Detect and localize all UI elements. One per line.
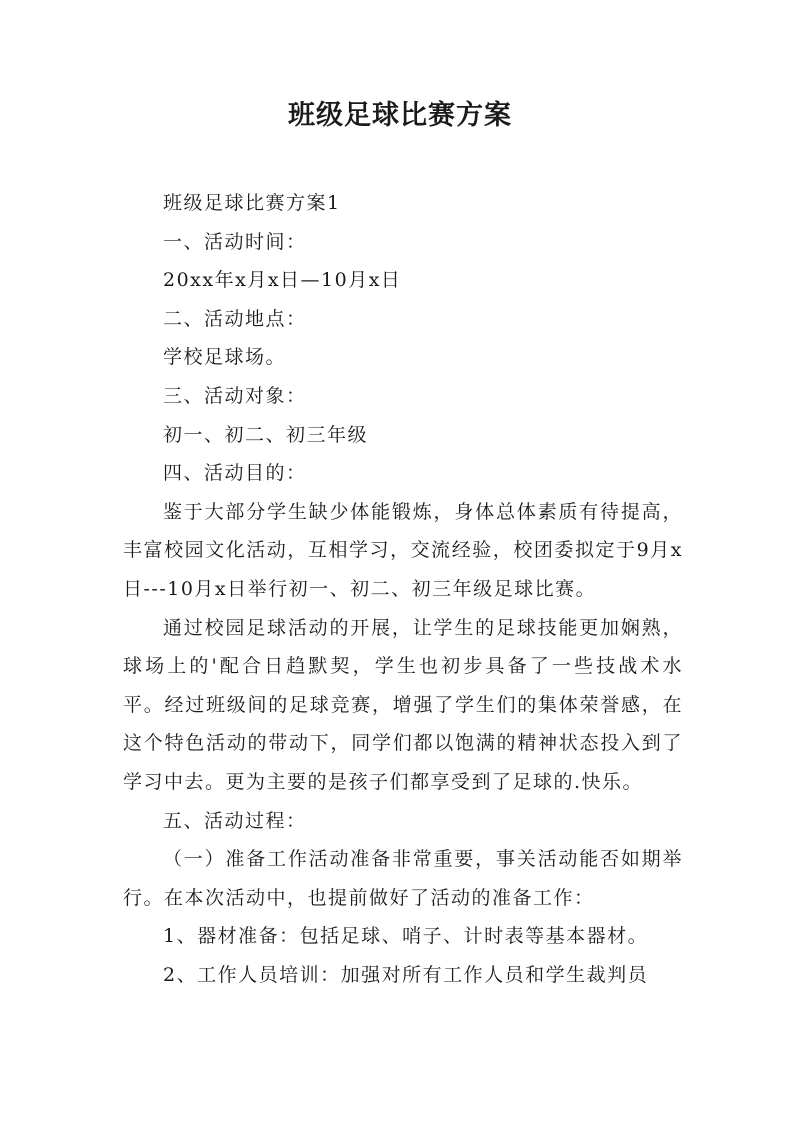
document-title: 班级足球比赛方案 — [288, 100, 512, 131]
section-4-paragraph-2: 通过校园足球活动的开展，让学生的足球技能更加娴熟，球场上的'配合日趋默契，学生也初步具备了一些技战术水平。经过班级间的足球竞赛，增强了学生们的集体荣誉感，在这个特色活动的带动下，同学们都以饱满的精神状态投入到了学习中去。更为主要的是孩子们都享受到了足球的.快乐。 — [123, 616, 683, 793]
section-1-heading: 一、活动时间： — [163, 230, 307, 253]
section-5-item-2: 2、工作人员培训：加强对所有工作人员和学生裁判员 — [163, 963, 649, 986]
section-5-item-1: 1、器材准备：包括足球、哨子、计时表等基本器材。 — [163, 925, 649, 948]
section-4-heading: 四、活动目的： — [163, 462, 307, 485]
section-1-text: 20xx年x月x日—10月x日 — [163, 269, 402, 292]
section-2-text: 学校足球场。 — [163, 346, 287, 369]
section-3-text: 初一、初二、初三年级 — [163, 423, 369, 446]
paragraph-heading-1: 班级足球比赛方案1 — [163, 192, 341, 214]
section-3-heading: 三、活动对象： — [163, 384, 307, 407]
document-body — [123, 184, 683, 994]
section-5-paragraph-1: （一）准备工作活动准备非常重要，事关活动能否如期举行。在本次活动中，也提前做好了活动的准备工作： — [123, 848, 683, 909]
section-4-paragraph-1: 鉴于大部分学生缺少体能锻炼，身体总体素质有待提高，丰富校园文化活动，互相学习，交流经验，校团委拟定于9月x日---10月x日举行初一、初二、初三年级足球比赛。 — [123, 500, 683, 600]
section-5-heading: 五、活动过程： — [163, 809, 307, 832]
section-2-heading: 二、活动地点： — [163, 307, 307, 330]
